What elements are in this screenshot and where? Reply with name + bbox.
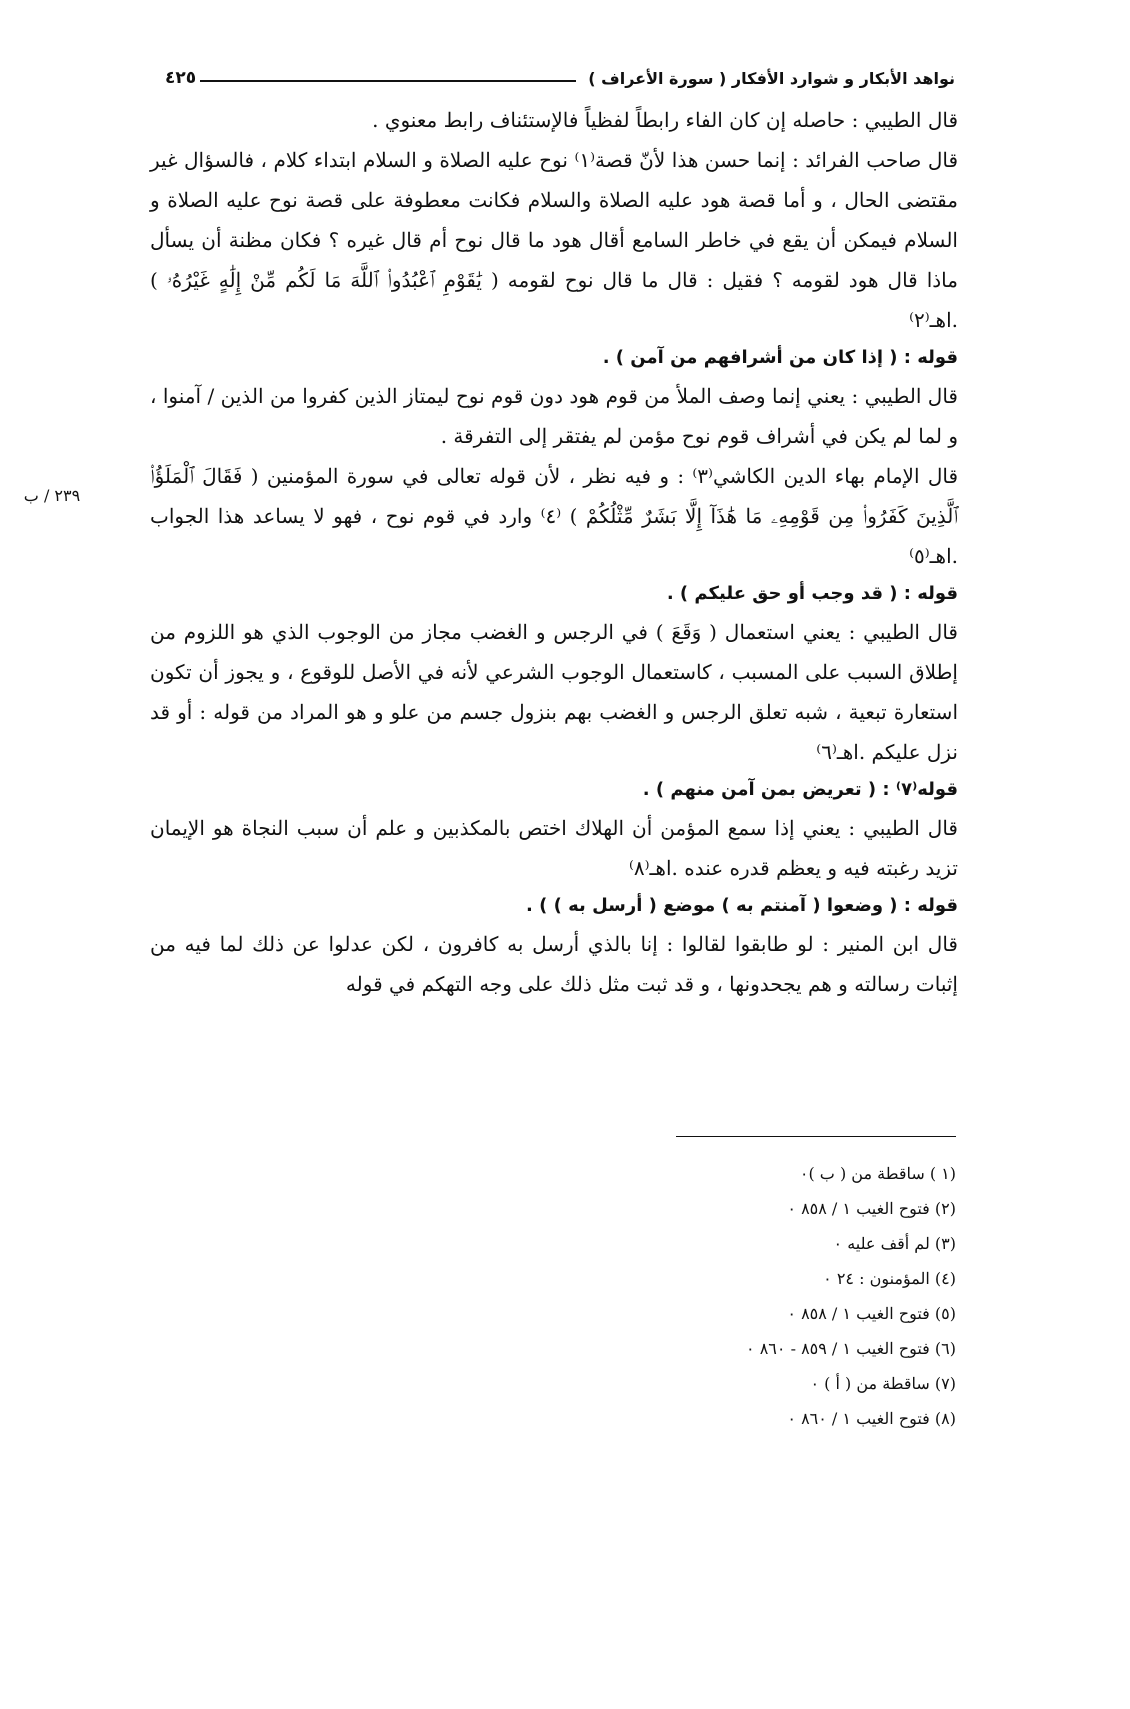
footnote: (٤) المؤمنون : ٢٤ ٠ [823, 1269, 956, 1288]
paragraph: قال صاحب الفرائد : إنما حسن هذا لأنّ قصة⁽١⁾ نوح عليه الصلاة و السلام ابتداء كلام ، فالسؤال غير مقتضى الحال ، و أما قصة هود عليه الصلاة والسلام فكانت معطوفة على قصة نوح عليه الصلاة و السلام فيمكن أن يقع في خاطر السامع أقال هود ما قال نوح أم قال غيره ؟ فكان مظنة أن يسأل ماذا قال هود لقومه ؟ فقيل : قال ما قال نوح لقومه ( يَٰقَوْمِ ٱعْبُدُوا۟ ٱللَّهَ مَا لَكُم مِّنْ إِلَٰهٍ غَيْرُهُۥ ) .اهـ⁽٢⁾ [150, 148, 958, 332]
paragraph: قال ابن المنير : لو طابقوا لقالوا : إنا بالذي أرسل به كافرون ، لكن عدلوا عن ذلك لما فيه من إثبات رسالته و هم يجحدونها ، و قد ثبت مثل ذلك على وجه التهكم في قوله [150, 932, 958, 996]
footnote: (٦) فتوح الغيب ١ / ٨٥٩ - ٨٦٠ ٠ [746, 1339, 956, 1358]
paragraph: قال الطيبي : يعني إنما وصف الملأ من قوم هود دون قوم نوح ليمتاز الذين كفروا من الذين / آمنوا ، و لما لم يكن في أشراف قوم نوح مؤمن لم يفتقر إلى التفرقة . [150, 384, 958, 448]
footnotes [560, 1156, 956, 1436]
paragraph: قال الطيبي : يعني استعمال ( وَقَعَ ) في الرجس و الغضب مجاز من الوجوب الذي هو اللزوم من إطلاق السبب على المسبب ، كاستعمال الوجوب الشرعي لأنه في الأصل للوقوع ، و يجوز أن تكون استعارة تبعية ، شبه تعلق الرجس و الغضب بهم بنزول جسم من علو و هو المراد من قوله : أو قد نزل عليكم .اهـ⁽٦⁾ [150, 620, 958, 764]
paragraph: قال الطيبي : يعني إذا سمع المؤمن أن الهلاك اختص بالمكذبين و علم أن سبب النجاة هو الإيمان تزيد رغبته فيه و يعظم قدره عنده .اهـ⁽٨⁾ [150, 816, 958, 880]
footnote: (٥) فتوح الغيب ١ / ٨٥٨ ٠ [787, 1304, 956, 1323]
footnote: (٣) لم أقف عليه ٠ [833, 1234, 956, 1253]
header-rule [200, 80, 576, 82]
section-heading: قوله : ( إذا كان من أشرافهم من آمن ) . [602, 347, 958, 368]
paragraph: قال الطيبي : حاصله إن كان الفاء رابطاً لفظياً فالإستئناف رابط معنوي . [372, 108, 958, 132]
section-heading: قوله : ( وضعوا ( آمنتم به ) موضع ( أرسل به ) ) . [526, 895, 958, 916]
running-header [165, 62, 955, 94]
footnote: (١ ) ساقطة من ( ب )٠ [799, 1164, 956, 1183]
page-number: ٤٢٥ [165, 68, 197, 88]
paragraph: قال الإمام بهاء الدين الكاشي⁽٣⁾ : و فيه نظر ، لأن قوله تعالى في سورة المؤمنين ( فَقَالَ ٱلْمَلَؤُا۟ ٱلَّذِينَ كَفَرُوا۟ مِن قَوْمِهِۦ مَا هَٰذَآ إِلَّا بَشَرٌ مِّثْلُكُمْ ) ⁽٤⁾ وارد في قوم نوح ، فهو لا يساعد هذا الجواب .اهـ⁽٥⁾ [150, 464, 959, 568]
footnote-separator [676, 1136, 956, 1137]
running-title: نواهد الأبكار و شوارد الأفكار ( سورة الأعراف ) [588, 68, 955, 88]
footnote: (٨) فتوح الغيب ١ / ٨٦٠ ٠ [787, 1409, 956, 1428]
footnote: (٧) ساقطة من ( أ ) ٠ [810, 1374, 956, 1393]
margin-folio-note: ٢٣٩ / ب [23, 486, 81, 505]
section-heading: قوله⁽٧⁾ : ( تعريض بمن آمن منهم ) . [642, 779, 958, 800]
footnote: (٢) فتوح الغيب ١ / ٨٥٨ ٠ [787, 1199, 956, 1218]
section-heading: قوله : ( قد وجب أو حق عليكم ) . [666, 583, 958, 604]
main-text [150, 100, 958, 1004]
